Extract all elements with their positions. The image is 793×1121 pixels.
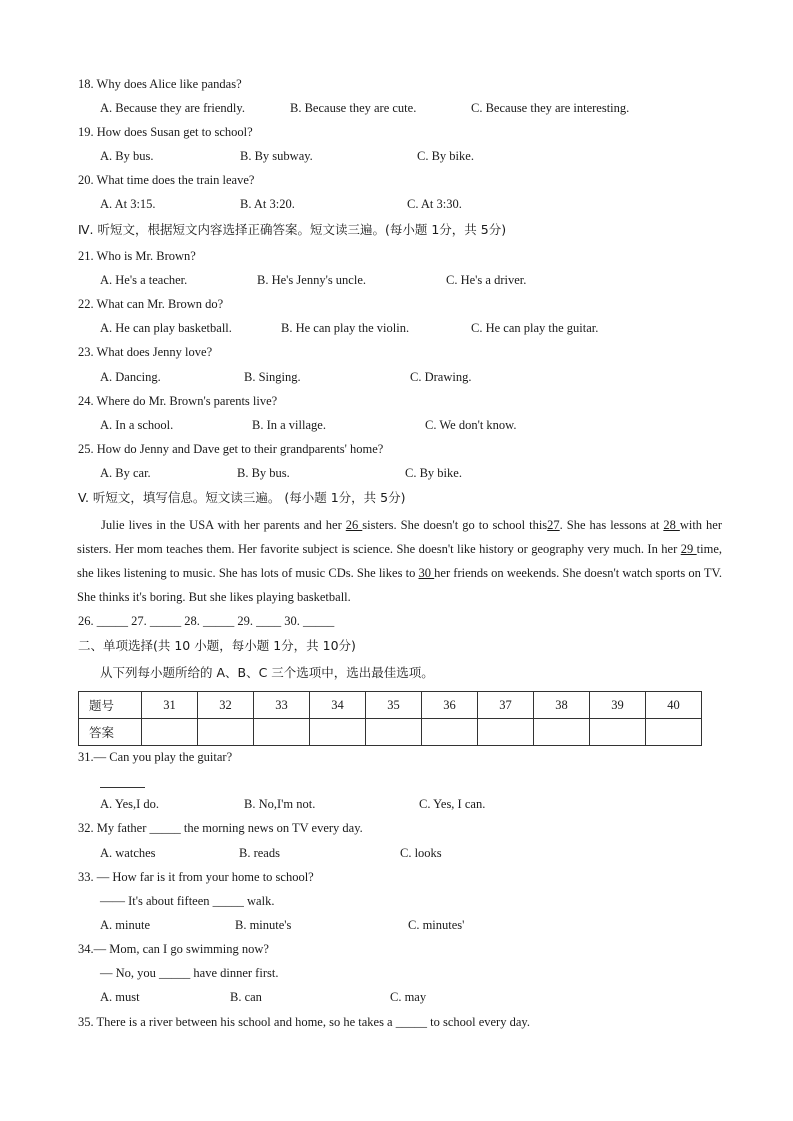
table-row	[79, 719, 702, 746]
question-25: 25. How do Jenny and Dave get to their grandparents' home?	[78, 442, 384, 456]
table-answer-label: 答案	[79, 719, 142, 746]
option-a: A. Dancing.	[100, 370, 161, 384]
question-18: 18. Why does Alice like pandas?	[78, 77, 242, 91]
part-2-heading: 二、单项选择(共 10 小题，每小题 1分，共 10分)	[78, 638, 356, 653]
section-4-heading: Ⅳ. 听短文，根据短文内容选择正确答案。短文读三遍。(每小题 1分，共 5分)	[78, 222, 507, 237]
option-a: A. must	[100, 990, 140, 1004]
table-cell: 40	[646, 692, 702, 719]
option-c: C. He's a driver.	[446, 273, 527, 287]
option-a: A. By bus.	[100, 149, 154, 163]
option-a: A. By car.	[100, 466, 151, 480]
table-cell: 38	[534, 692, 590, 719]
answer-table	[78, 691, 702, 746]
option-c: C. At 3:30.	[407, 197, 462, 211]
table-cell: 36	[422, 692, 478, 719]
answer-cell[interactable]	[198, 719, 254, 746]
option-a: A. Because they are friendly.	[100, 101, 245, 115]
option-a: A. He can play basketball.	[100, 321, 232, 335]
passage-text: . She has lessons at	[559, 518, 664, 532]
option-c: C. Because they are interesting.	[471, 101, 630, 115]
option-b: B. He can play the violin.	[281, 321, 410, 335]
option-a: A. Yes,I do.	[100, 797, 160, 811]
option-c: C. Drawing.	[410, 370, 472, 384]
table-cell: 33	[254, 692, 310, 719]
listening-passage	[77, 513, 722, 609]
blank-27: 27	[547, 518, 560, 532]
option-c: C. We don't know.	[425, 418, 517, 432]
option-c: C. He can play the guitar.	[471, 321, 599, 335]
section-5-heading: V. 听短文，填写信息。短文读三遍。 (每小题 1分，共 5分)	[78, 490, 406, 505]
part-2-instructions: 从下列每小题所给的 A、B、C 三个选项中，选出最佳选项。	[100, 665, 434, 680]
question-20: 20. What time does the train leave?	[78, 173, 255, 187]
answer-cell[interactable]	[366, 719, 422, 746]
option-c: C. minutes'	[408, 918, 465, 932]
question-24: 24. Where do Mr. Brown's parents live?	[78, 394, 278, 408]
answer-cell[interactable]	[590, 719, 646, 746]
option-c: C. may	[390, 990, 427, 1004]
option-b: B. He's Jenny's uncle.	[257, 273, 367, 287]
option-c: C. By bike.	[405, 466, 462, 480]
answer-cell[interactable]	[142, 719, 198, 746]
table-cell: 34	[310, 692, 366, 719]
table-cell: 39	[590, 692, 646, 719]
blank-29: 29	[680, 542, 697, 556]
option-b: B. Singing.	[244, 370, 301, 384]
option-b: B. Because they are cute.	[290, 101, 417, 115]
question-33-response: —— It's about fifteen _____ walk.	[100, 894, 275, 908]
question-23: 23. What does Jenny love?	[78, 345, 213, 359]
answer-cell[interactable]	[478, 719, 534, 746]
question-22: 22. What can Mr. Brown do?	[78, 297, 224, 311]
option-a: A. watches	[100, 846, 156, 860]
table-cell: 31	[142, 692, 198, 719]
passage-text: with her sisters. Her mom teaches them. Her favorite subject is science. She doesn't like history or geography very much. In her	[77, 518, 723, 556]
table-header-label: 题号	[79, 692, 142, 719]
question-34: 34.— Mom, can I go swimming now?	[78, 942, 269, 956]
option-b: B. In a village.	[252, 418, 326, 432]
question-34-response: — No, you _____ have dinner first.	[100, 966, 279, 980]
option-a: A. In a school.	[100, 418, 174, 432]
option-c: C. By bike.	[417, 149, 474, 163]
option-b: B. By subway.	[240, 149, 313, 163]
table-cell: 32	[198, 692, 254, 719]
table-row	[79, 692, 702, 719]
blank-30: 30	[418, 566, 435, 580]
option-c: C. Yes, I can.	[419, 797, 486, 811]
option-b: B. can	[230, 990, 262, 1004]
answer-cell[interactable]	[534, 719, 590, 746]
question-35: 35. There is a river between his school and home, so he takes a _____ to school every day.	[78, 1015, 530, 1029]
option-b: B. minute's	[235, 918, 292, 932]
option-a: A. minute	[100, 918, 150, 932]
option-b: B. By bus.	[237, 466, 290, 480]
answer-cell[interactable]	[646, 719, 702, 746]
option-b: B. reads	[239, 846, 280, 860]
option-a: A. At 3:15.	[100, 197, 156, 211]
option-a: A. He's a teacher.	[100, 273, 188, 287]
question-19: 19. How does Susan get to school?	[78, 125, 253, 139]
blank-26: 26	[345, 518, 363, 532]
option-c: C. looks	[400, 846, 442, 860]
passage-text: sisters. She doesn't go to school this	[362, 518, 548, 532]
answer-cell[interactable]	[310, 719, 366, 746]
dialogue-blank-line	[100, 787, 145, 788]
blank-28: 28	[663, 518, 680, 532]
question-21: 21. Who is Mr. Brown?	[78, 249, 196, 263]
question-33: 33. — How far is it from your home to school?	[78, 870, 314, 884]
table-cell: 37	[478, 692, 534, 719]
passage-text: her friends on weekends. She doesn't watch sports on TV. She thinks it's boring. But she likes playing basketball.	[77, 566, 722, 604]
option-b: B. No,I'm not.	[244, 797, 316, 811]
question-31: 31.— Can you play the guitar?	[78, 750, 233, 764]
passage-text: time, she likes listening to music. She has lots of music CDs. She likes to	[77, 542, 723, 580]
question-32: 32. My father _____ the morning news on TV every day.	[78, 821, 363, 835]
answer-blanks-line: 26. _____ 27. _____ 28. _____ 29. ____ 30. _____	[78, 614, 335, 628]
table-cell: 35	[366, 692, 422, 719]
passage-text: Julie lives in the USA with her parents and her	[101, 518, 346, 532]
option-b: B. At 3:20.	[240, 197, 295, 211]
answer-cell[interactable]	[422, 719, 478, 746]
answer-cell[interactable]	[254, 719, 310, 746]
